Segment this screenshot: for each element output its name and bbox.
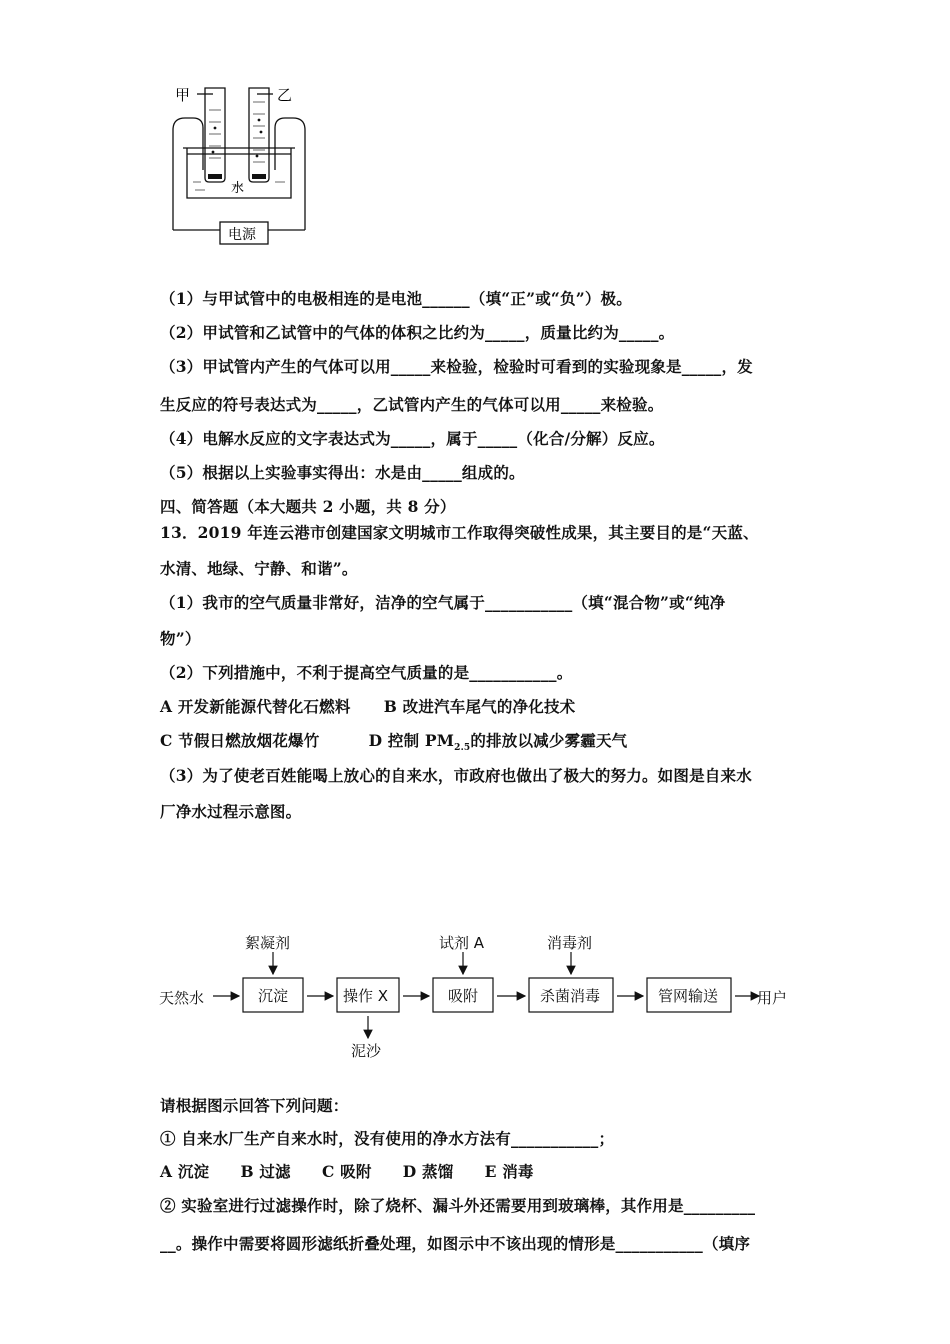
wire-right: [275, 118, 305, 230]
label-jia: 甲: [175, 86, 191, 104]
sub1-option-e: E 消毒: [484, 1162, 534, 1181]
q13-options-row2: [160, 729, 627, 753]
sub1-option-d: D 蒸馏: [402, 1162, 454, 1181]
q12-part4: （4）电解水反应的文字表达式为_____，属于_____（化合/分解）反应。: [160, 429, 665, 448]
q13-part1-line1: （1）我市的空气质量非常好，洁净的空气属于___________（填“混合物”或“纯净: [160, 593, 726, 612]
label-power: 电源: [228, 227, 256, 243]
option-d-subscript: 2.5: [454, 743, 471, 754]
flow-step-adsorption: 吸附: [448, 987, 479, 1005]
sub1-option-b: B 过滤: [240, 1162, 291, 1181]
water-treatment-flow-diagram: [155, 925, 805, 1065]
flow-output-silt: 泥沙: [351, 1042, 382, 1060]
electrolysis-apparatus-diagram: [165, 70, 325, 255]
q12-part3-line2: 生反应的符号表达式为_____，乙试管内产生的气体可以用_____来检验。: [160, 395, 664, 414]
flow-source: 天然水: [159, 989, 205, 1007]
option-d-suffix: 的排放以减少雾霾天气: [470, 731, 628, 750]
q13-part1-line2: 物”）: [160, 629, 201, 648]
q12-part2: （2）甲试管和乙试管中的气体的体积之比约为_____，质量比约为_____。: [160, 323, 675, 342]
flow-step-pipeline: 管网输送: [658, 987, 719, 1005]
q13-ask: 请根据图示回答下列问题：: [160, 1096, 349, 1115]
q13-sub1-options: [160, 1160, 534, 1182]
q13-intro-line1: 13．2019 年连云港市创建国家文明城市工作取得突破性成果，其主要目的是“天蓝、: [160, 523, 759, 542]
q13-sub2-line2: __。操作中需要将圆形滤纸折叠处理，如图示中不该出现的情形是___________（填序: [160, 1234, 751, 1253]
q13-part2: （2）下列措施中，不利于提高空气质量的是___________。: [160, 663, 573, 682]
option-b: B 改进汽车尾气的净化技术: [383, 697, 576, 716]
flow-step-sediment: 沉淀: [258, 987, 289, 1005]
sub1-option-c: C 吸附: [321, 1162, 372, 1181]
q13-intro-line2: 水清、地绿、宁静、和谐”。: [160, 559, 358, 578]
q13-part3-line2: 厂净水过程示意图。: [160, 802, 302, 821]
q12-part1: （1）与甲试管中的电极相连的是电池______（填“正”或“负”）极。: [160, 289, 632, 308]
option-d: [368, 731, 628, 754]
q12-part5: （5）根据以上实验事实得出：水是由_____组成的。: [160, 463, 525, 482]
flow-input-reagent-a: 试剂 A: [439, 934, 485, 952]
q13-options-row1: [160, 695, 575, 717]
q13-sub1: ① 自来水厂生产自来水时，没有使用的净水方法有___________；: [160, 1129, 615, 1148]
flow-input-flocculant: 絮凝剂: [245, 934, 291, 952]
flow-step-sterilize: 杀菌消毒: [540, 987, 601, 1005]
option-c: C 节假日燃放烟花爆竹: [160, 731, 320, 750]
sub1-option-a: A 沉淀: [160, 1162, 210, 1181]
section-title: 四、简答题（本大题共 2 小题，共 8 分）: [160, 497, 456, 516]
q12-part3-line1: （3）甲试管内产生的气体可以用_____来检验，检验时可看到的实验现象是_____，发: [160, 357, 753, 376]
label-water: 水: [231, 181, 245, 196]
q13-part3-line1: （3）为了使老百姓能喝上放心的自来水，市政府也做出了极大的努力。如图是自来水: [160, 766, 752, 785]
option-d-prefix: D 控制 PM: [368, 731, 455, 750]
wire-left: [173, 118, 203, 230]
q13-sub2-line1: ② 实验室进行过滤操作时，除了烧杯、漏斗外还需要用到玻璃棒，其作用是_________: [160, 1196, 756, 1215]
flow-step-operation-x: 操作 X: [343, 987, 389, 1005]
tube-jia: [205, 88, 225, 182]
flow-end: 用户: [757, 989, 788, 1007]
option-a: A 开发新能源代替化石燃料: [160, 697, 351, 716]
flow-input-disinfectant: 消毒剂: [547, 934, 593, 952]
label-yi: 乙: [277, 86, 293, 104]
